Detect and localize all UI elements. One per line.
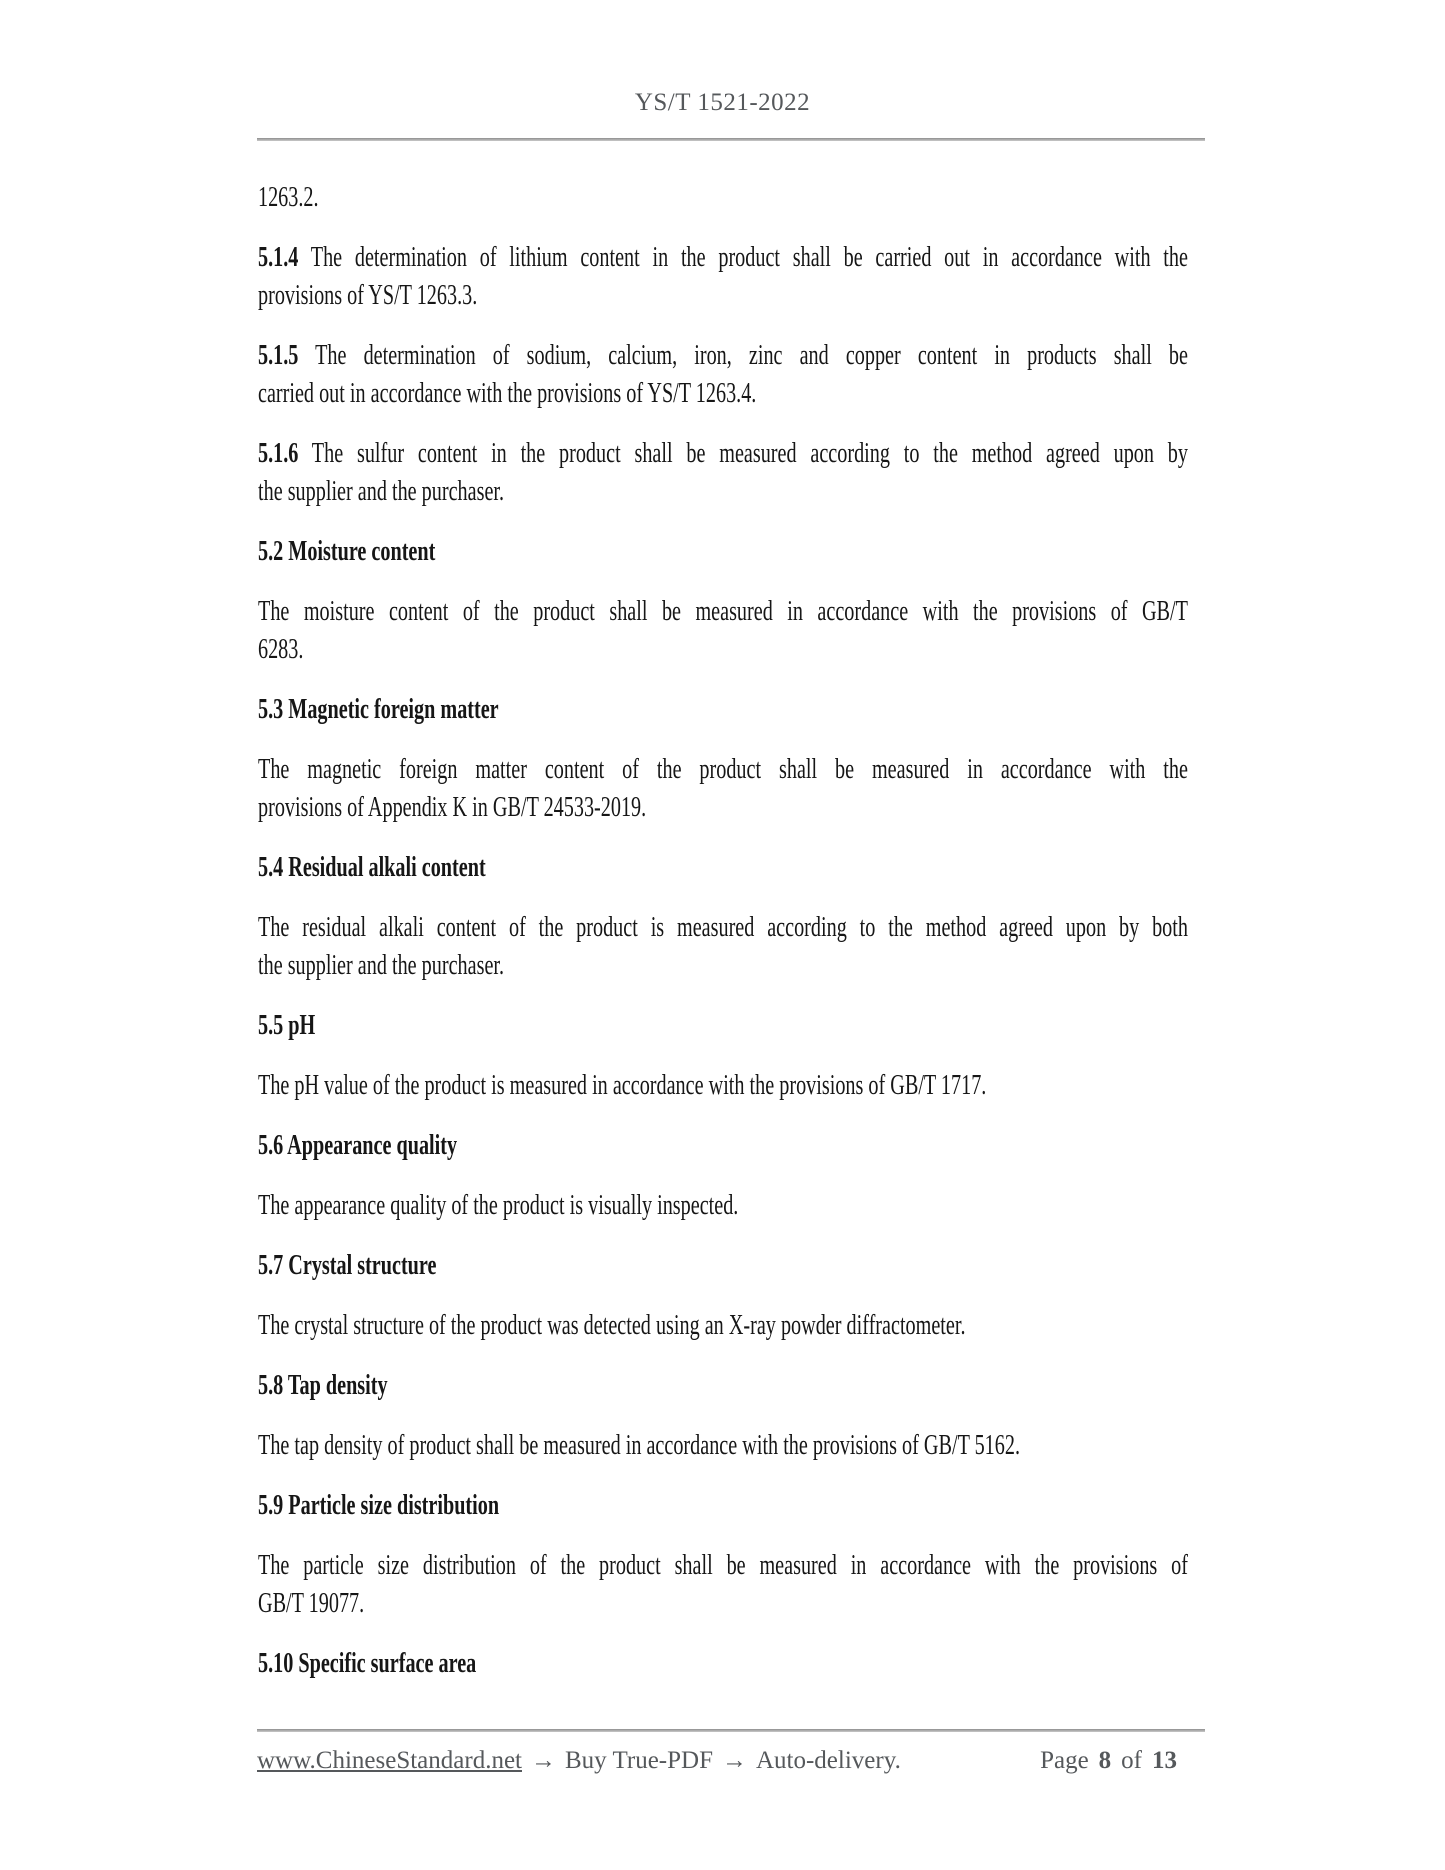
clause-number: 5.1.6 <box>258 438 299 469</box>
paragraph <box>258 751 1188 827</box>
paragraph <box>258 239 1188 315</box>
clause-number: 5.1.4 <box>258 242 299 273</box>
section-heading: 5.7 Crystal structure <box>258 1250 437 1281</box>
paragraph <box>258 337 1188 413</box>
section-heading: 5.5 pH <box>258 1010 316 1041</box>
paragraph <box>258 1547 1188 1623</box>
text-line: The crystal structure of the product was detected using an X-ray powder diffractometer. <box>258 1310 966 1341</box>
arrow-icon: → <box>721 1747 747 1774</box>
text-line <box>258 239 1188 277</box>
text-line: GB/T 19077. <box>258 1588 365 1619</box>
chinesestandard-link[interactable]: www.ChineseStandard.net <box>257 1747 522 1774</box>
line-text: The determination of lithium content in the product shall be carried out in accordance with the <box>310 242 1188 273</box>
buy-true-pdf-label: Buy True-PDF <box>565 1747 713 1774</box>
section-heading: 5.10 Specific surface area <box>258 1648 477 1679</box>
line-text: The sulfur content in the product shall be measured according to the method agreed upon by <box>311 438 1188 469</box>
of-word: of <box>1121 1747 1142 1774</box>
paragraph <box>258 1427 1188 1465</box>
text-line: provisions of YS/T 1263.3. <box>258 280 478 311</box>
paragraph <box>258 593 1188 669</box>
text-line: 6283. <box>258 634 304 665</box>
footer-divider <box>257 1729 1205 1732</box>
section-heading: 5.8 Tap density <box>258 1370 388 1401</box>
text-line: The particle size distribution of the product shall be measured in accordance with the provisions of <box>258 1550 1188 1581</box>
text-line: carried out in accordance with the provisions of YS/T 1263.4. <box>258 378 757 409</box>
footer-row <box>257 1746 1205 1776</box>
page-footer <box>257 1729 1205 1776</box>
section-heading: 5.6 Appearance quality <box>258 1130 458 1161</box>
arrow-icon: → <box>531 1747 556 1774</box>
text-line: provisions of Appendix K in GB/T 24533-2019. <box>258 792 647 823</box>
document-content <box>258 141 1188 1683</box>
paragraph <box>258 1067 1188 1105</box>
section-heading: 5.3 Magnetic foreign matter <box>258 694 499 725</box>
standard-number-title: YS/T 1521-2022 <box>634 89 811 116</box>
paragraph <box>258 909 1188 985</box>
paragraph <box>258 1187 1188 1225</box>
page-indicator <box>1040 1746 1205 1776</box>
paragraph <box>258 179 1188 217</box>
text-line: the supplier and the purchaser. <box>258 950 505 981</box>
section-heading: 5.9 Particle size distribution <box>258 1490 500 1521</box>
page-word: Page <box>1040 1747 1089 1774</box>
text-line: The magnetic foreign matter content of the product shall be measured in accordance with the <box>258 754 1188 785</box>
text-line: 1263.2. <box>258 182 319 213</box>
text-line: The tap density of product shall be measured in accordance with the provisions of GB/T 5162. <box>258 1430 1020 1461</box>
total-page-number: 13 <box>1152 1747 1177 1774</box>
line-text: The determination of sodium, calcium, iron, zinc and copper content in products shall be <box>315 340 1188 371</box>
auto-delivery-label: Auto-delivery. <box>755 1747 901 1774</box>
text-line: The appearance quality of the product is visually inspected. <box>258 1190 739 1221</box>
text-line: The moisture content of the product shall be measured in accordance with the provisions of GB/T <box>258 596 1188 627</box>
clause-number: 5.1.5 <box>258 340 299 371</box>
text-line: The pH value of the product is measured in accordance with the provisions of GB/T 1717. <box>258 1070 987 1101</box>
footer-left <box>257 1746 901 1776</box>
text-line: the supplier and the purchaser. <box>258 476 505 507</box>
paragraph <box>258 1307 1188 1345</box>
text-line <box>258 337 1188 375</box>
section-heading: 5.4 Residual alkali content <box>258 852 486 883</box>
text-line: The residual alkali content of the product is measured according to the method agreed upon by both <box>258 912 1188 943</box>
paragraph <box>258 435 1188 511</box>
text-line <box>258 435 1188 473</box>
page-header <box>0 0 1445 141</box>
current-page-number: 8 <box>1098 1747 1112 1774</box>
document-body <box>258 179 1188 1683</box>
section-heading: 5.2 Moisture content <box>258 536 436 567</box>
